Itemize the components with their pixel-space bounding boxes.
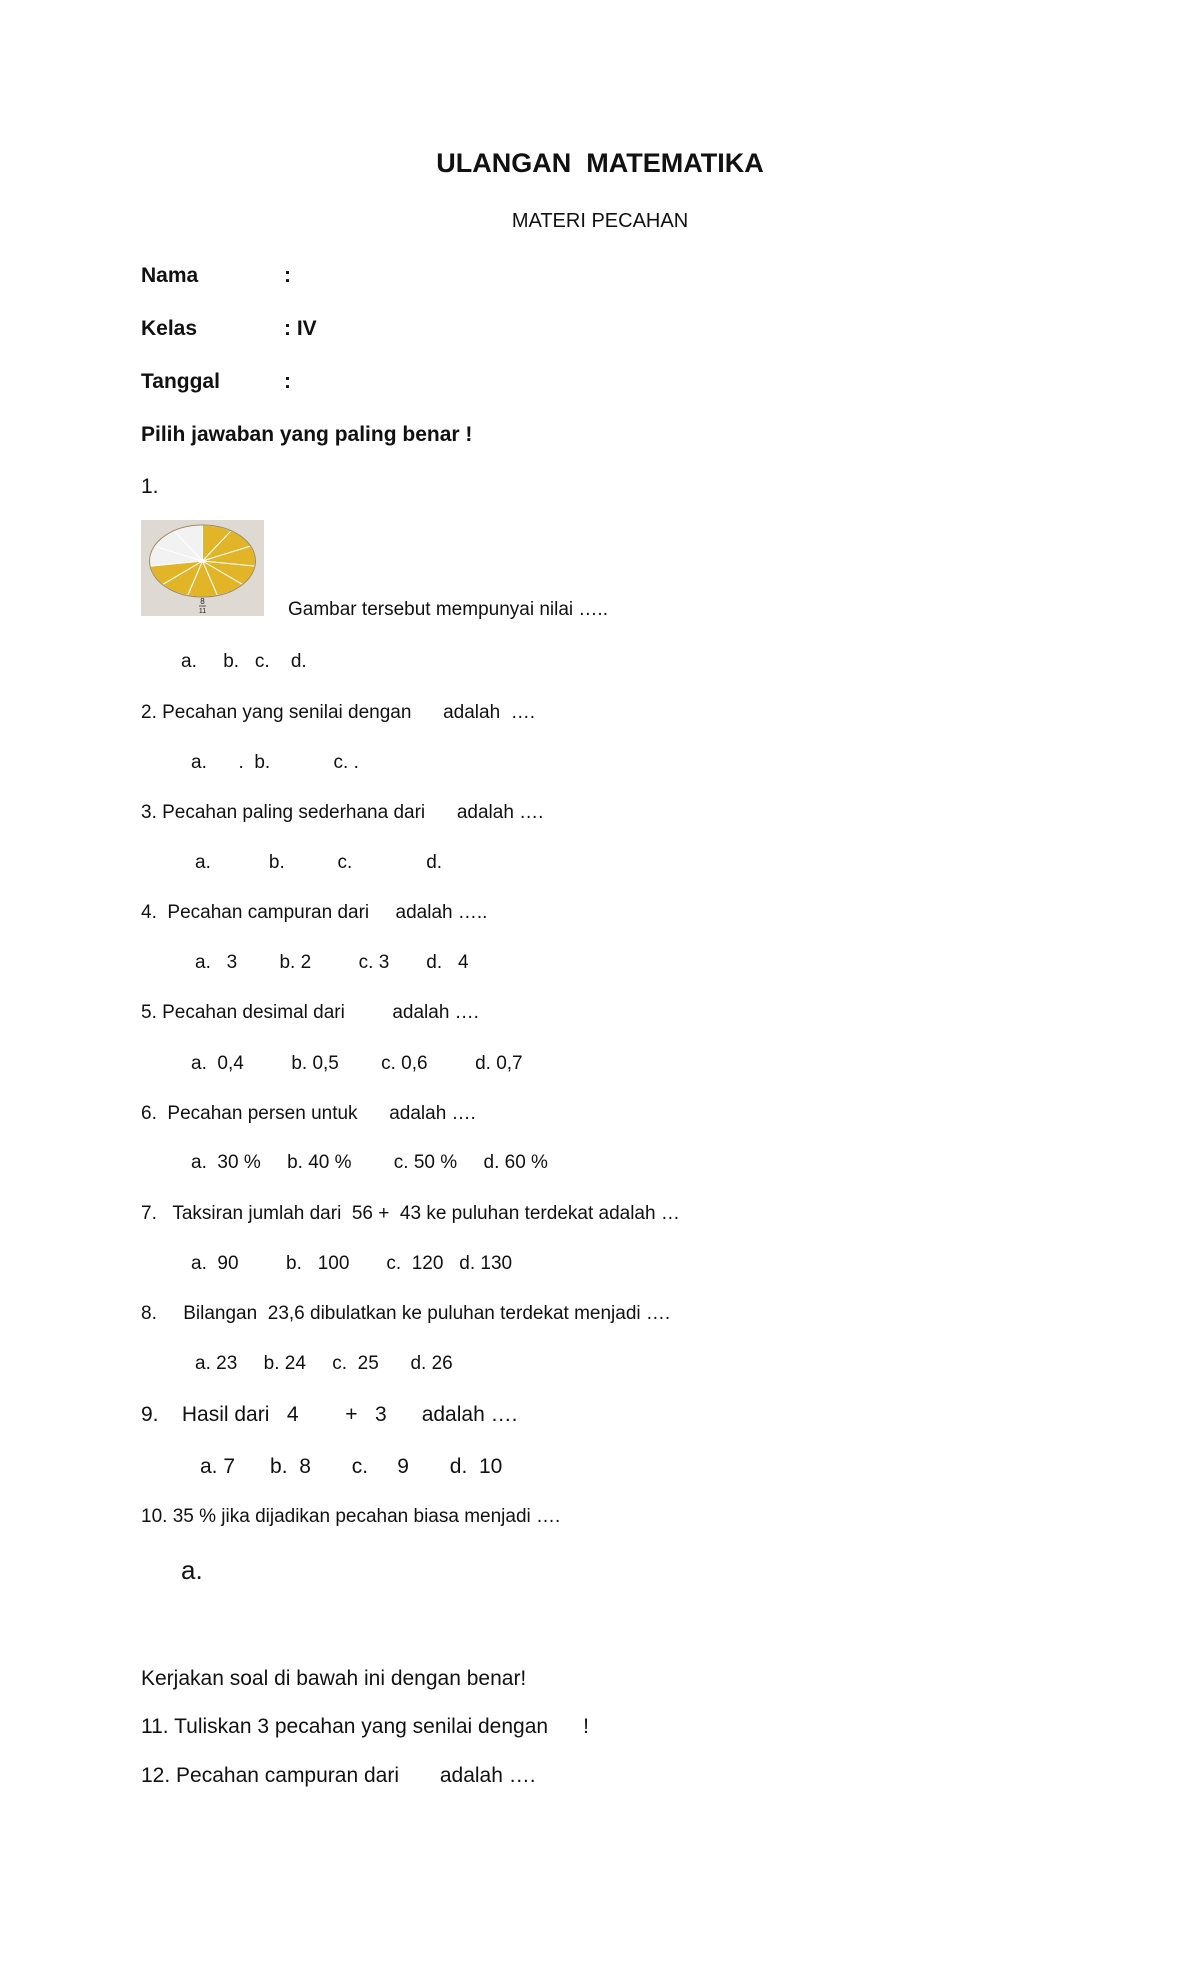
question-1-options: a. b. c. d. (181, 651, 307, 672)
question-1-text: Gambar tersebut mempunyai nilai ….. (288, 599, 608, 620)
question-2-text: 2. Pecahan yang senilai dengan adalah …. (141, 702, 535, 723)
question-11-text: 11. Tuliskan 3 pecahan yang senilai dengan ! (141, 1715, 589, 1738)
multiple-choice-instruction: Pilih jawaban yang paling benar ! (141, 423, 473, 446)
question-1-number: 1. (141, 475, 159, 498)
page-title: ULANGAN MATEMATIKA (436, 148, 764, 178)
page-subtitle: MATERI PECAHAN (511, 210, 689, 232)
question-6-text: 6. Pecahan persen untuk adalah …. (141, 1103, 476, 1124)
question-7-options: a. 90 b. 100 c. 120 d. 130 (191, 1253, 513, 1274)
question-9-text: 9. Hasil dari 4 + 3 adalah …. (141, 1403, 518, 1426)
nama-value: : (284, 264, 291, 287)
question-2-options: a. . b. c. . (191, 752, 359, 773)
essay-instruction: Kerjakan soal di bawah ini dengan benar! (141, 1667, 527, 1690)
question-5-text: 5. Pecahan desimal dari adalah …. (141, 1002, 479, 1023)
kelas-value: : IV (284, 317, 317, 340)
question-5-options: a. 0,4 b. 0,5 c. 0,6 d. 0,7 (191, 1053, 523, 1074)
question-12-text: 12. Pecahan campuran dari adalah …. (141, 1764, 536, 1787)
question-4-options: a. 3 b. 2 c. 3 d. 4 (195, 952, 469, 973)
question-8-text: 8. Bilangan 23,6 dibulatkan ke puluhan terdekat menjadi …. (141, 1303, 671, 1324)
question-7-text: 7. Taksiran jumlah dari 56 + 43 ke puluhan terdekat adalah … (141, 1203, 680, 1224)
question-3-text: 3. Pecahan paling sederhana dari adalah …. (141, 802, 544, 823)
question-6-options: a. 30 % b. 40 % c. 50 % d. 60 % (191, 1152, 548, 1173)
question-9-options: a. 7 b. 8 c. 9 d. 10 (200, 1455, 503, 1478)
question-3-options: a. b. c. d. (195, 852, 443, 873)
question-10-text: 10. 35 % jika dijadikan pecahan biasa menjadi …. (141, 1506, 561, 1527)
fraction-denominator: 11 (198, 608, 207, 615)
pie-slices (150, 525, 256, 597)
question-4-text: 4. Pecahan campuran dari adalah ….. (141, 902, 488, 923)
kelas-label: Kelas (141, 317, 198, 340)
tanggal-label: Tanggal (141, 370, 220, 393)
question-8-options: a. 23 b. 24 c. 25 d. 26 (195, 1353, 453, 1374)
fraction-numerator: 8 (200, 597, 205, 606)
nama-label: Nama (141, 264, 199, 287)
fraction-pie-image (141, 520, 264, 616)
question-10-options: a. (181, 1555, 203, 1585)
pie-chart-svg (141, 520, 264, 616)
tanggal-value: : (284, 370, 291, 393)
